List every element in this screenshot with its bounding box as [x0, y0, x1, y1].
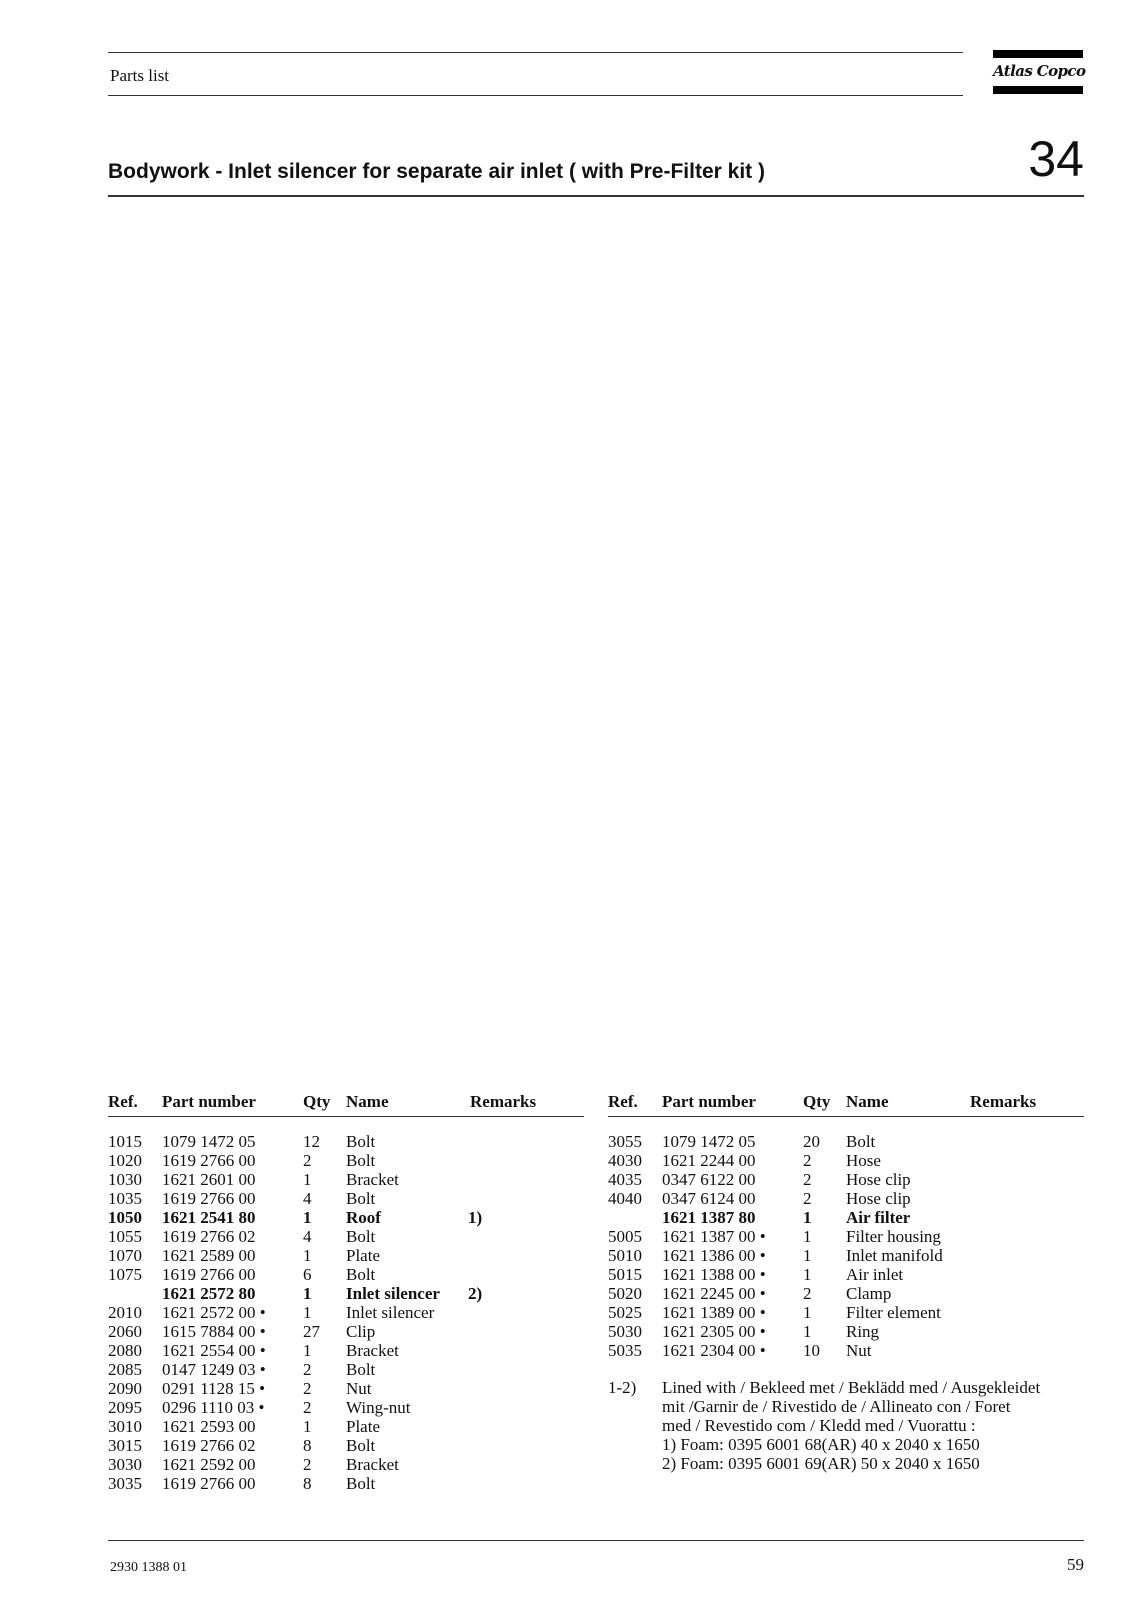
cell-qty: 2 [303, 1455, 312, 1474]
cell-qty: 2 [803, 1284, 812, 1303]
cell-part-number: 1621 2245 00 • [662, 1284, 766, 1303]
cell-qty: 1 [303, 1417, 312, 1436]
cell-part-number: 1621 1386 00 • [662, 1246, 766, 1265]
cell-part-number: 1619 2766 02 [162, 1227, 256, 1246]
table-row [108, 1455, 584, 1474]
cell-name: Hose [846, 1151, 881, 1170]
cell-part-number: 1619 2766 00 [162, 1265, 256, 1284]
cell-part-number: 1619 2766 02 [162, 1436, 256, 1455]
cell-name: Air filter [846, 1208, 911, 1227]
table-row [108, 1341, 584, 1360]
cell-qty: 1 [303, 1208, 312, 1227]
cell-qty: 1 [803, 1227, 812, 1246]
cell-qty: 1 [803, 1246, 812, 1265]
note-line: mit /Garnir de / Rivestido de / Allineato con / Foret [662, 1397, 1011, 1416]
column-header-part-number: Part number [662, 1092, 756, 1111]
cell-ref: 4040 [608, 1189, 642, 1208]
column-header-remarks: Remarks [970, 1092, 1037, 1111]
cell-part-number: 1621 2572 00 • [162, 1303, 266, 1322]
logo-top-bar [993, 50, 1083, 58]
table-row [108, 1398, 584, 1417]
cell-part-number: 1621 2304 00 • [662, 1341, 766, 1360]
atlas-copco-logo [993, 50, 1086, 94]
column-header-qty: Qty [303, 1092, 331, 1111]
cell-qty: 2 [303, 1360, 312, 1379]
cell-ref: 5030 [608, 1322, 642, 1341]
page-title: Bodywork - Inlet silencer for separate air inlet ( with Pre-Filter kit ) [108, 160, 765, 183]
table-row [608, 1341, 1084, 1360]
cell-ref: 1035 [108, 1189, 142, 1208]
document-number: 2930 1388 01 [110, 1560, 187, 1575]
note-body [662, 1378, 1082, 1473]
cell-name: Bolt [346, 1151, 376, 1170]
cell-ref: 1070 [108, 1246, 142, 1265]
table-row [608, 1284, 1084, 1303]
cell-name: Wing-nut [346, 1398, 411, 1417]
cell-name: Bolt [346, 1436, 376, 1455]
table-row [108, 1151, 584, 1170]
cell-qty: 1 [303, 1303, 312, 1322]
cell-ref: 5010 [608, 1246, 642, 1265]
note-ref: 1-2) [608, 1378, 637, 1397]
cell-name: Filter element [846, 1303, 941, 1322]
cell-ref: 2010 [108, 1303, 142, 1322]
cell-part-number: 1615 7884 00 • [162, 1322, 266, 1341]
table-row [108, 1284, 584, 1303]
table-row [108, 1246, 584, 1265]
cell-name: Bolt [846, 1132, 876, 1151]
cell-ref: 4030 [608, 1151, 642, 1170]
table-row [608, 1189, 1084, 1208]
cell-qty: 1 [803, 1265, 812, 1284]
cell-name: Bracket [346, 1341, 399, 1360]
cell-ref: 1075 [108, 1265, 142, 1284]
column-header-remarks: Remarks [470, 1092, 537, 1111]
cell-name: Hose clip [846, 1170, 911, 1189]
cell-name: Inlet silencer [346, 1284, 440, 1303]
cell-name: Bracket [346, 1455, 399, 1474]
cell-qty: 27 [303, 1322, 320, 1341]
cell-part-number: 1619 2766 00 [162, 1474, 256, 1493]
table-row [108, 1227, 584, 1246]
table-body [108, 1132, 584, 1493]
cell-qty: 1 [803, 1208, 812, 1227]
cell-ref: 2080 [108, 1341, 142, 1360]
cell-part-number: 1621 2305 00 • [662, 1322, 766, 1341]
cell-qty: 2 [303, 1151, 312, 1170]
cell-ref: 5005 [608, 1227, 642, 1246]
table-row [108, 1170, 584, 1189]
cell-qty: 1 [803, 1322, 812, 1341]
cell-ref: 2085 [108, 1360, 142, 1379]
cell-name: Air inlet [846, 1265, 904, 1284]
cell-part-number: 0296 1110 03 • [162, 1398, 265, 1417]
cell-part-number: 1619 2766 00 [162, 1151, 256, 1170]
cell-part-number: 1621 1387 80 [662, 1208, 756, 1227]
table-row [108, 1360, 584, 1379]
cell-qty: 2 [803, 1189, 812, 1208]
cell-part-number: 0147 1249 03 • [162, 1360, 266, 1379]
cell-name: Bolt [346, 1360, 376, 1379]
cell-name: Inlet manifold [846, 1246, 943, 1265]
parts-table-left [108, 1092, 584, 1493]
cell-qty: 2 [803, 1170, 812, 1189]
title-rule [108, 195, 1084, 197]
table-row [108, 1132, 584, 1151]
cell-part-number: 1621 2554 00 • [162, 1341, 266, 1360]
footer-rule [108, 1540, 1084, 1541]
header-top-rule [108, 52, 963, 53]
cell-qty: 12 [303, 1132, 320, 1151]
table-row [608, 1322, 1084, 1341]
table-header [108, 1092, 584, 1117]
cell-part-number: 0291 1128 15 • [162, 1379, 266, 1398]
cell-qty: 4 [303, 1189, 312, 1208]
logo-text: Atlas Copco [993, 62, 1086, 80]
cell-qty: 6 [303, 1265, 312, 1284]
table-row [608, 1170, 1084, 1189]
cell-part-number: 1621 2601 00 [162, 1170, 256, 1189]
cell-ref: 1050 [108, 1208, 142, 1227]
cell-remarks: 2) [468, 1284, 483, 1303]
cell-qty: 8 [303, 1436, 312, 1455]
cell-ref: 5025 [608, 1303, 642, 1322]
cell-ref: 5020 [608, 1284, 642, 1303]
cell-qty: 10 [803, 1341, 820, 1360]
cell-ref: 3035 [108, 1474, 142, 1493]
cell-ref: 3015 [108, 1436, 142, 1455]
table-row [608, 1151, 1084, 1170]
cell-name: Nut [346, 1379, 372, 1398]
cell-name: Bracket [346, 1170, 399, 1189]
note-line: 2) Foam: 0395 6001 69(AR) 50 x 2040 x 1650 [662, 1454, 980, 1473]
cell-qty: 1 [303, 1170, 312, 1189]
cell-part-number: 1619 2766 00 [162, 1189, 256, 1208]
column-header-ref: Ref. [108, 1092, 138, 1111]
table-row [608, 1227, 1084, 1246]
cell-name: Plate [346, 1246, 380, 1265]
cell-name: Ring [846, 1322, 880, 1341]
cell-part-number: 1079 1472 05 [162, 1132, 256, 1151]
cell-name: Nut [846, 1341, 872, 1360]
column-header-name: Name [846, 1092, 889, 1111]
table-row [108, 1436, 584, 1455]
cell-ref: 2095 [108, 1398, 142, 1417]
column-header-name: Name [346, 1092, 389, 1111]
header-bottom-rule [108, 95, 963, 96]
cell-ref: 4035 [608, 1170, 642, 1189]
cell-part-number: 1079 1472 05 [662, 1132, 756, 1151]
cell-qty: 1 [303, 1284, 312, 1303]
cell-name: Bolt [346, 1474, 376, 1493]
cell-part-number: 1621 2541 80 [162, 1208, 256, 1227]
cell-part-number: 1621 1388 00 • [662, 1265, 766, 1284]
table-row [608, 1208, 1084, 1227]
table-row [108, 1379, 584, 1398]
cell-qty: 2 [803, 1151, 812, 1170]
column-header-ref: Ref. [608, 1092, 638, 1111]
cell-part-number: 0347 6122 00 [662, 1170, 756, 1189]
cell-ref: 5015 [608, 1265, 642, 1284]
cell-remarks: 1) [468, 1208, 483, 1227]
cell-qty: 20 [803, 1132, 820, 1151]
table-row [608, 1265, 1084, 1284]
parts-table-right [608, 1092, 1084, 1473]
cell-ref: 5035 [608, 1341, 642, 1360]
cell-ref: 1030 [108, 1170, 142, 1189]
cell-ref: 3055 [608, 1132, 642, 1151]
cell-part-number: 1621 2572 80 [162, 1284, 256, 1303]
cell-ref: 2090 [108, 1379, 142, 1398]
cell-ref: 3030 [108, 1455, 142, 1474]
note-line: Lined with / Bekleed met / Beklädd med / Ausgekleidet [662, 1378, 1041, 1397]
cell-name: Clip [346, 1322, 376, 1341]
cell-name: Bolt [346, 1265, 376, 1284]
cell-qty: 2 [303, 1398, 312, 1417]
cell-name: Hose clip [846, 1189, 911, 1208]
column-header-part-number: Part number [162, 1092, 256, 1111]
table-body [608, 1132, 1084, 1360]
section-number: 34 [1028, 131, 1084, 187]
table-header [608, 1092, 1084, 1117]
table-row [608, 1132, 1084, 1151]
cell-name: Roof [346, 1208, 381, 1227]
cell-qty: 8 [303, 1474, 312, 1493]
table-row [608, 1246, 1084, 1265]
cell-name: Bolt [346, 1189, 376, 1208]
cell-qty: 4 [303, 1227, 312, 1246]
cell-ref: 3010 [108, 1417, 142, 1436]
cell-part-number: 1621 2593 00 [162, 1417, 256, 1436]
table-row [108, 1189, 584, 1208]
cell-name: Clamp [846, 1284, 892, 1303]
table-row [608, 1303, 1084, 1322]
table-row [108, 1303, 584, 1322]
section-label: Parts list [110, 66, 170, 85]
cell-name: Bolt [346, 1227, 376, 1246]
lining-note [608, 1378, 1084, 1473]
note-line: med / Revestido com / Kledd med / Vuorattu : [662, 1416, 976, 1435]
cell-name: Filter housing [846, 1227, 941, 1246]
table-row [108, 1265, 584, 1284]
logo-bottom-bar [993, 86, 1083, 94]
cell-qty: 1 [803, 1303, 812, 1322]
cell-name: Plate [346, 1417, 380, 1436]
cell-name: Bolt [346, 1132, 376, 1151]
table-row [108, 1322, 584, 1341]
page-number: 59 [1067, 1555, 1084, 1574]
cell-qty: 1 [303, 1246, 312, 1265]
cell-part-number: 1621 2592 00 [162, 1455, 256, 1474]
cell-part-number: 1621 2244 00 [662, 1151, 756, 1170]
cell-qty: 1 [303, 1341, 312, 1360]
cell-ref: 1055 [108, 1227, 142, 1246]
cell-part-number: 0347 6124 00 [662, 1189, 756, 1208]
cell-ref: 2060 [108, 1322, 142, 1341]
cell-qty: 2 [303, 1379, 312, 1398]
table-row [108, 1417, 584, 1436]
table-row [108, 1208, 584, 1227]
note-line: 1) Foam: 0395 6001 68(AR) 40 x 2040 x 1650 [662, 1435, 980, 1454]
table-row [108, 1474, 584, 1493]
cell-part-number: 1621 2589 00 [162, 1246, 256, 1265]
cell-ref: 1020 [108, 1151, 142, 1170]
cell-name: Inlet silencer [346, 1303, 435, 1322]
cell-ref: 1015 [108, 1132, 142, 1151]
cell-part-number: 1621 1389 00 • [662, 1303, 766, 1322]
column-header-qty: Qty [803, 1092, 831, 1111]
cell-part-number: 1621 1387 00 • [662, 1227, 766, 1246]
